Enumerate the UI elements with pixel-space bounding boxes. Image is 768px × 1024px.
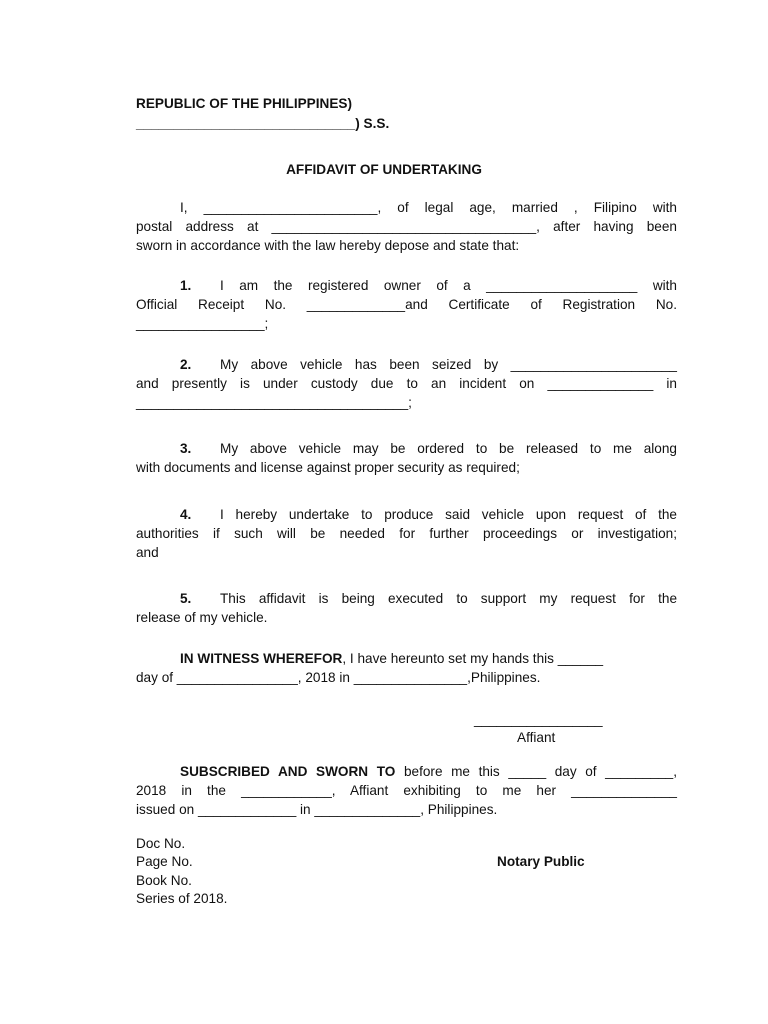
item-5: [136, 589, 677, 627]
item-number: 1.: [180, 278, 192, 293]
item-number: 5.: [180, 591, 192, 606]
witness-text: , I have hereunto set my hands this ______: [342, 651, 604, 666]
item-number: 3.: [180, 441, 192, 456]
item-line-2: release of my vehicle.: [136, 610, 268, 625]
item-line-2: and presently is under custody due to an incident on ______________ in: [136, 376, 677, 391]
item-line-1: I hereby undertake to produce said vehicle upon request of the: [220, 507, 677, 522]
document-title: AFFIDAVIT OF UNDERTAKING: [286, 162, 482, 177]
item-1: [136, 276, 677, 333]
item-line-2: with documents and license against proper security as required;: [136, 460, 520, 475]
intro-line-1: I, _______________________, of legal age, married , Filipino with: [180, 200, 677, 215]
witness-line-1: [180, 649, 603, 668]
subscribed-text: before me this _____ day of _________,: [395, 764, 677, 779]
witness-heading: IN WITNESS WHEREFOR: [180, 651, 343, 666]
intro-line-3: sworn in accordance with the law hereby depose and state that:: [136, 238, 520, 253]
witness-line-2: day of ________________, 2018 in _______________,Philippines.: [136, 670, 541, 685]
item-number: 2.: [180, 357, 192, 372]
item-3: [136, 439, 677, 477]
item-line-3: _________________;: [136, 316, 269, 331]
header-ss: _____________________________) S.S.: [136, 116, 390, 131]
subscribed-line-2: 2018 in the ____________, Affiant exhibiting to me her ______________: [136, 783, 677, 798]
intro-line-2: postal address at ___________________________________, after having been: [136, 219, 677, 234]
item-line-3: ____________________________________;: [136, 395, 412, 410]
page-no: Page No.: [136, 854, 193, 869]
subscribed-line-3: issued on _____________ in ______________, Philippines.: [136, 802, 498, 817]
item-line-3: and: [136, 545, 159, 560]
intro-paragraph: [136, 198, 677, 255]
item-line-1: This affidavit is being executed to support my request for the: [220, 591, 677, 606]
item-line-1: My above vehicle may be ordered to be released to me along: [220, 441, 677, 456]
item-line-2: Official Receipt No. _____________and Certificate of Registration No.: [136, 297, 677, 312]
affiant-signature-line: _________________: [474, 712, 603, 727]
item-line-1: My above vehicle has been seized by ______________________: [220, 357, 677, 372]
item-4: [136, 505, 677, 562]
item-line-1: I am the registered owner of a ____________________ with: [220, 278, 677, 293]
doc-no: Doc No.: [136, 836, 186, 851]
series: Series of 2018.: [136, 891, 228, 906]
subscribed-paragraph: [136, 762, 677, 819]
item-line-2: authorities if such will be needed for further proceedings or investigation;: [136, 526, 677, 541]
item-number: 4.: [180, 507, 192, 522]
item-2: [136, 355, 677, 412]
affiant-label: Affiant: [517, 730, 556, 745]
notary-public-label: Notary Public: [497, 854, 585, 869]
book-no: Book No.: [136, 873, 192, 888]
subscribed-heading: SUBSCRIBED AND SWORN TO: [180, 764, 396, 779]
header-republic: REPUBLIC OF THE PHILIPPINES): [136, 96, 353, 111]
